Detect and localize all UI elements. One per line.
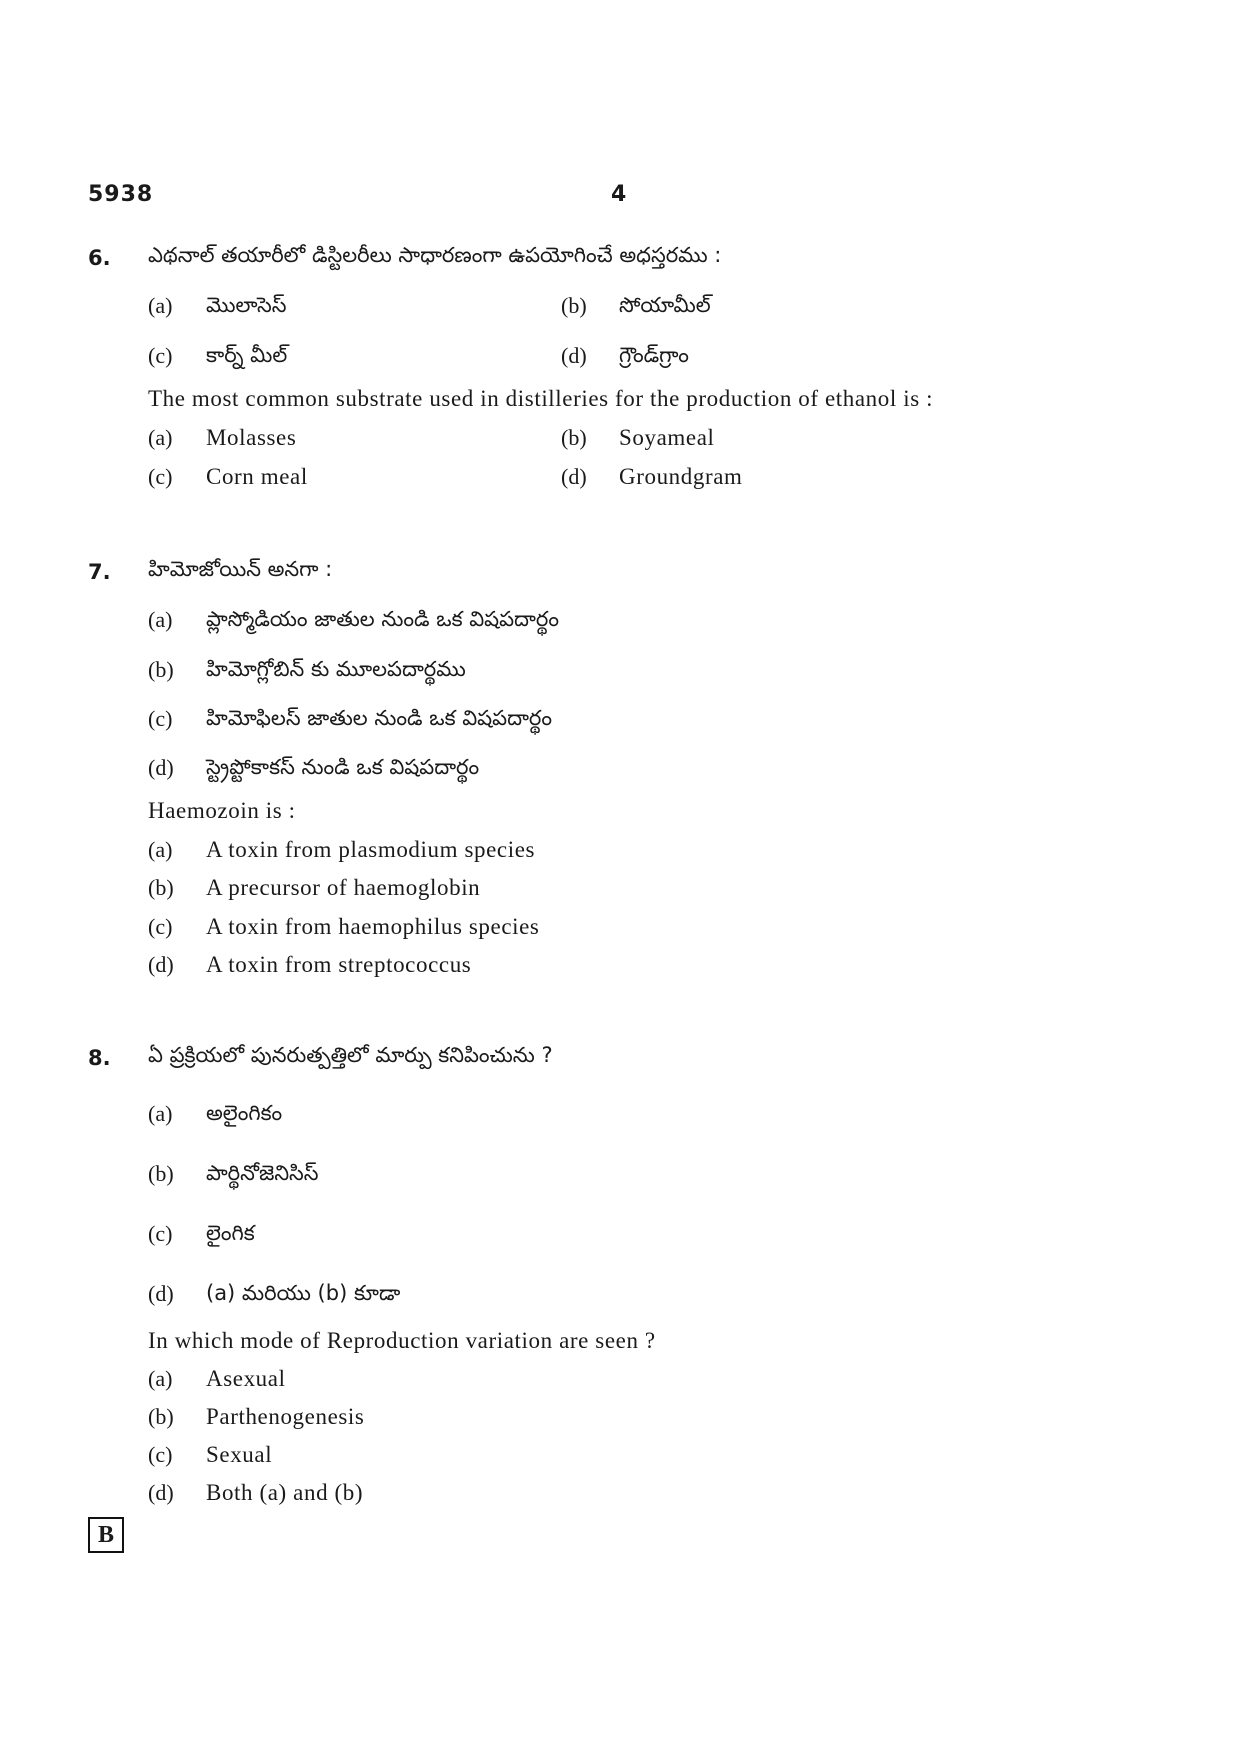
question-text-telugu: ఏ ప్రక్రియలో పునరుత్పత్తిలో మార్పు కనిపించును ? (148, 1043, 553, 1067)
question-text-english: Haemozoin is : (148, 798, 296, 823)
question-text-english: The most common substrate used in distilleries for the production of ethanol is : (148, 386, 934, 411)
paper-code: 5938 (88, 182, 154, 207)
question-number: 8. (88, 1046, 111, 1070)
question-8: 8. ఏ ప్రక్రియలో పునరుత్పత్తిలో మార్పు కనిపించును ? (a) అలైంగికం (b) పార్థినోజెనిసిస్ (c) లైంగిక (d) (a) మరియు (b) కూడా In which mode of Reproduction variation are seen ? (a) Asexual (b) Parthenogenesis (c) Sexual (d) Both (a) and (b) (88, 1043, 656, 1505)
question-text-telugu: హిమోజోయిన్ అనగా : (148, 557, 333, 581)
question-6: 6. ఎథనాల్ తయారీలో డిస్టిలరీలు సాధారణంగా ఉపయోగించే అధస్తరము : (a) మొలాసెస్ (b) సోయామీల్ (c) కార్న్ మీల్ (d) గ్రౌండ్‌గ్రాం The most common substrate used in distilleries for the production of ethanol is : (a) Molasses (b) Soyameal (c) Corn meal (d) Groundgram (88, 243, 934, 489)
page-number: 4 (611, 182, 627, 207)
question-7: 7. హిమోజోయిన్ అనగా : (a) ప్లాస్మోడియం జాతుల నుండి ఒక విషపదార్థం (b) హిమోగ్లోబిన్ కు మూలపదార్థము (c) హిమోఫిలస్ జాతుల నుండి ఒక విషపదార్థం (d) స్ట్రెప్టోకాకస్ నుండి ఒక విషపదార్థం Haemozoin is : (a) A toxin from plasmodium species (b) A precursor of haemoglobin (c) A toxin from haemophilus species (d) A toxin from streptococcus (88, 557, 559, 977)
question-text-telugu: ఎథనాల్ తయారీలో డిస్టిలరీలు సాధారణంగా ఉపయోగించే అధస్తరము : (148, 243, 722, 267)
booklet-series-badge: B (88, 1517, 124, 1553)
question-number: 6. (88, 246, 111, 270)
question-text-english: In which mode of Reproduction variation are seen ? (148, 1328, 656, 1353)
question-number: 7. (88, 560, 111, 584)
page-header (88, 182, 1148, 212)
